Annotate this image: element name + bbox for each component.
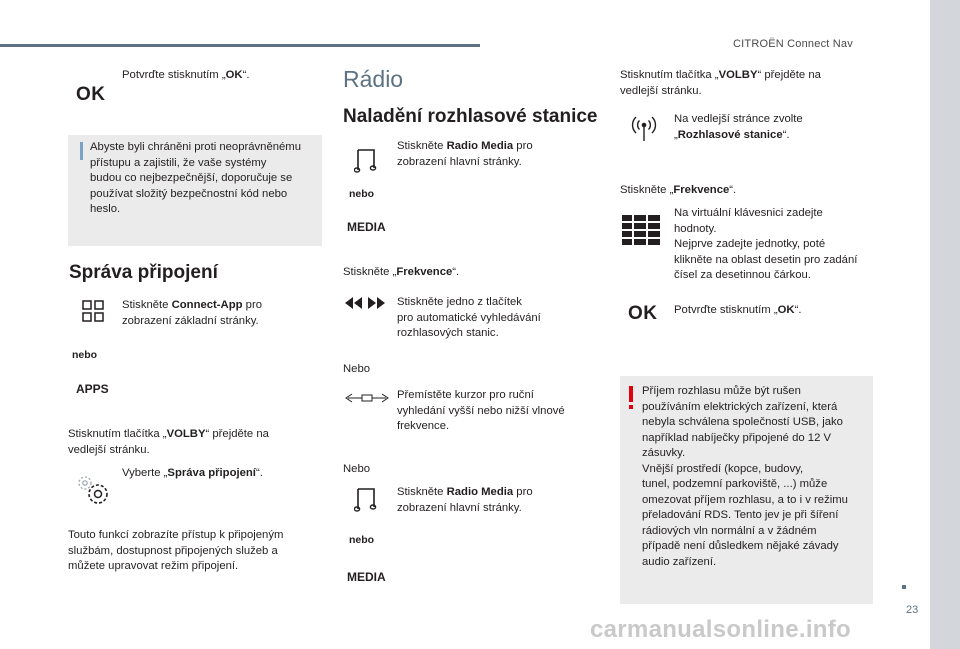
- or-label: Nebo: [343, 463, 371, 475]
- section-title-connections: Správa připojení: [69, 262, 218, 283]
- radio-broadcast-icon: [631, 114, 657, 142]
- confirm-ok-text: Potvrďte stisknutím „OK“.: [122, 69, 250, 81]
- apps-key-label: APPS: [76, 382, 109, 396]
- page-number: 23: [906, 604, 919, 616]
- info-icon: [80, 142, 83, 160]
- warning-text: Příjem rozhlasu může být rušen používáním elektrických zařízení, která nebyla schválena společností USB, jako například nabíječky připojené do 12 V zásuvky. Vnější prostředí (kopce, budovy, tunel, podzemní parkoviště, ...) může omezovat příjem rozhlasu, a to i v režimu přeladování RDS. Tento jev je při šíření rádiových vln normální a v žádném případě není důsledkem nějaké závady audio zařízení.: [642, 385, 848, 568]
- page-dot: [902, 585, 906, 589]
- page-side-strip: [930, 0, 960, 649]
- frequency-text: Stiskněte „Frekvence“.: [343, 266, 460, 278]
- warning-icon-dot: [629, 405, 633, 409]
- music-note-icon: [354, 487, 378, 513]
- watermark: carmanualsonline.info: [590, 616, 852, 643]
- ok-key-icon: OK: [628, 303, 658, 324]
- frequency-slider-icon: [344, 392, 390, 404]
- header-rule: [0, 44, 480, 47]
- brand-title: CITROËN Connect Nav: [733, 38, 853, 50]
- radio-media-text: Stiskněte Radio Media pro zobrazení hlavní stránky.: [397, 140, 533, 168]
- frequency-text: Stiskněte „Frekvence“.: [620, 184, 737, 196]
- keypad-grid-icon: [622, 215, 660, 247]
- info-text: Abyste byli chráněni proti neoprávněnému přístupu a zajistili, že vaše systémy budou co nejbezpečnější, doporučuje se používat složitý bezpečnostní kód nebo heslo.: [90, 141, 302, 215]
- media-key-label: MEDIA: [347, 570, 386, 584]
- chapter-title-radio: Rádio: [343, 66, 404, 92]
- connect-app-grid-icon: [82, 300, 104, 322]
- seek-text: Stiskněte jedno z tlačítek pro automatické vyhledávání rozhlasových stanic.: [397, 296, 541, 339]
- or-label: nebo: [349, 188, 375, 200]
- volby-text: Stisknutím tlačítka „VOLBY“ přejděte na vedlejší stránku.: [68, 428, 269, 456]
- music-note-icon: [354, 148, 378, 174]
- or-label: nebo: [349, 534, 375, 546]
- ok-key-icon: OK: [76, 84, 106, 105]
- slider-text: Přemístěte kurzor pro ruční vyhledání vyšší nebo nižší vlnové frekvence.: [397, 389, 565, 432]
- select-connections-text: Vyberte „Správa připojení“.: [122, 467, 263, 479]
- section-title-tuning: Naladění rozhlasové stanice: [343, 106, 598, 127]
- connections-description: Touto funkcí zobrazíte přístup k připojeným službám, dostupnost připojených služeb a můžete upravovat režim připojení.: [68, 529, 284, 572]
- radio-media-text: Stiskněte Radio Media pro zobrazení hlavní stránky.: [397, 486, 533, 514]
- radio-stations-text: Na vedlejší stránce zvolte „Rozhlasové stanice“.: [674, 113, 803, 141]
- confirm-ok-text: Potvrďte stisknutím „OK“.: [674, 304, 802, 316]
- gear-settings-icon: [74, 472, 112, 508]
- keypad-text: Na virtuální klávesnici zadejte hodnoty. Nejprve zadejte jednotky, poté klikněte na oblast desetin pro zadání čísel za desetinnou čárkou.: [674, 207, 858, 281]
- or-label: nebo: [72, 349, 98, 361]
- or-label: Nebo: [343, 363, 371, 375]
- seek-arrows-icon: [344, 295, 386, 311]
- warning-icon: [629, 386, 633, 402]
- connect-app-text: Stiskněte Connect-App pro zobrazení základní stránky.: [122, 299, 262, 327]
- media-key-label: MEDIA: [347, 220, 386, 234]
- volby-text: Stisknutím tlačítka „VOLBY“ přejděte na vedlejší stránku.: [620, 69, 821, 97]
